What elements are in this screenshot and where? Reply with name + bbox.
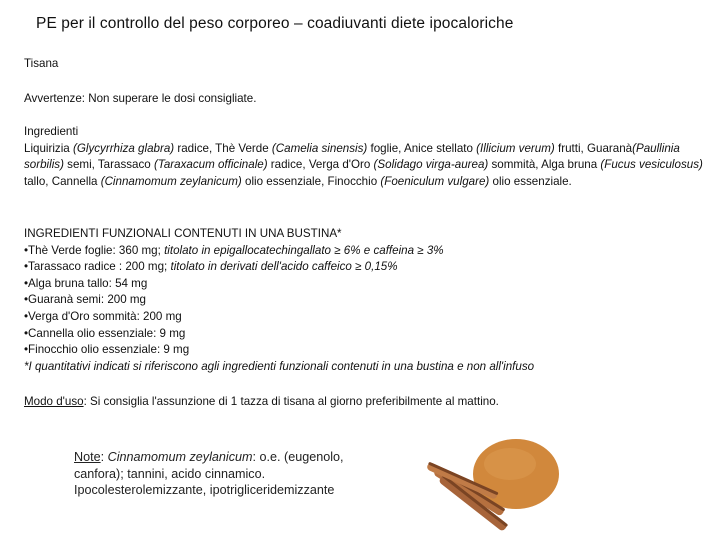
- ingredients-text: Liquirizia (Glycyrrhiza glabra) radice, Thè Verde (Camelia sinensis) foglie, Anice stellato (Illicium verum) frutti, Guaranà(Paullinia sorbilis) semi, Tarassaco (Taraxacum officinale) radice, Verga d'Oro (Solidago virga-aurea) sommità, Alga bruna (Fucus vesiculosus) tallo, Cannella (Cinnamomum zeylanicum) olio essenziale, Finocchio (Foeniculum vulgare) olio essenziale.: [24, 141, 703, 188]
- ingredients-section: [24, 124, 704, 190]
- ingredients-heading: Ingredienti: [24, 125, 79, 138]
- functional-item: •Thè Verde foglie: 360 mg; titolato in epigallocatechingallato ≥ 6% e caffeina ≥ 3%: [24, 243, 444, 257]
- note-label: Note: [74, 450, 101, 464]
- cinnamon-note: Note: Cinnamomum zeylanicum: o.e. (eugenolo, canfora); tannini, acido cinnamico. Ipocolesterolemizzante, ipotrigliceridemizzante: [74, 450, 344, 498]
- note-text: : o.e. (eugenolo, canfora); tannini, acido cinnamico. Ipocolesterolemizzante, ipotrigliceridemizzante: [74, 450, 344, 498]
- note-species: Cinnamomum zeylanicum: [107, 450, 253, 464]
- warning-text: Avvertenze: Non superare le dosi consigliate.: [24, 92, 257, 105]
- functional-item: •Verga d'Oro sommità: 200 mg: [24, 309, 182, 323]
- functional-item: •Tarassaco radice : 200 mg; titolato in derivati dell'acido caffeico ≥ 0,15%: [24, 260, 398, 274]
- functional-heading: INGREDIENTI FUNZIONALI CONTENUTI IN UNA BUSTINA*: [24, 227, 342, 240]
- functional-item: •Cannella olio essenziale: 9 mg: [24, 326, 186, 340]
- product-name: Tisana: [24, 57, 59, 70]
- usage-text: Si consiglia l'assunzione di 1 tazza di tisana al giorno preferibilmente al mattino.: [90, 395, 499, 408]
- functional-item: •Guaranà semi: 200 mg: [24, 293, 146, 307]
- usage-label: Modo d'uso: [24, 395, 84, 408]
- functional-footnote: *I quantitativi indicati si riferiscono agli ingredienti funzionali contenuti in una bustina e non all'infuso: [24, 359, 535, 373]
- cinnamon-illustration: [420, 424, 570, 534]
- usage-section: Modo d'uso: Si consiglia l'assunzione di 1 tazza di tisana al giorno preferibilmente al mattino.: [24, 395, 499, 408]
- powder-highlight: [484, 448, 536, 480]
- functional-ingredients-section: [24, 226, 704, 375]
- functional-item: •Finocchio olio essenziale: 9 mg: [24, 343, 190, 357]
- page-title: PE per il controllo del peso corporeo – coadiuvanti diete ipocaloriche: [36, 15, 514, 32]
- functional-item: •Alga bruna tallo: 54 mg: [24, 276, 148, 290]
